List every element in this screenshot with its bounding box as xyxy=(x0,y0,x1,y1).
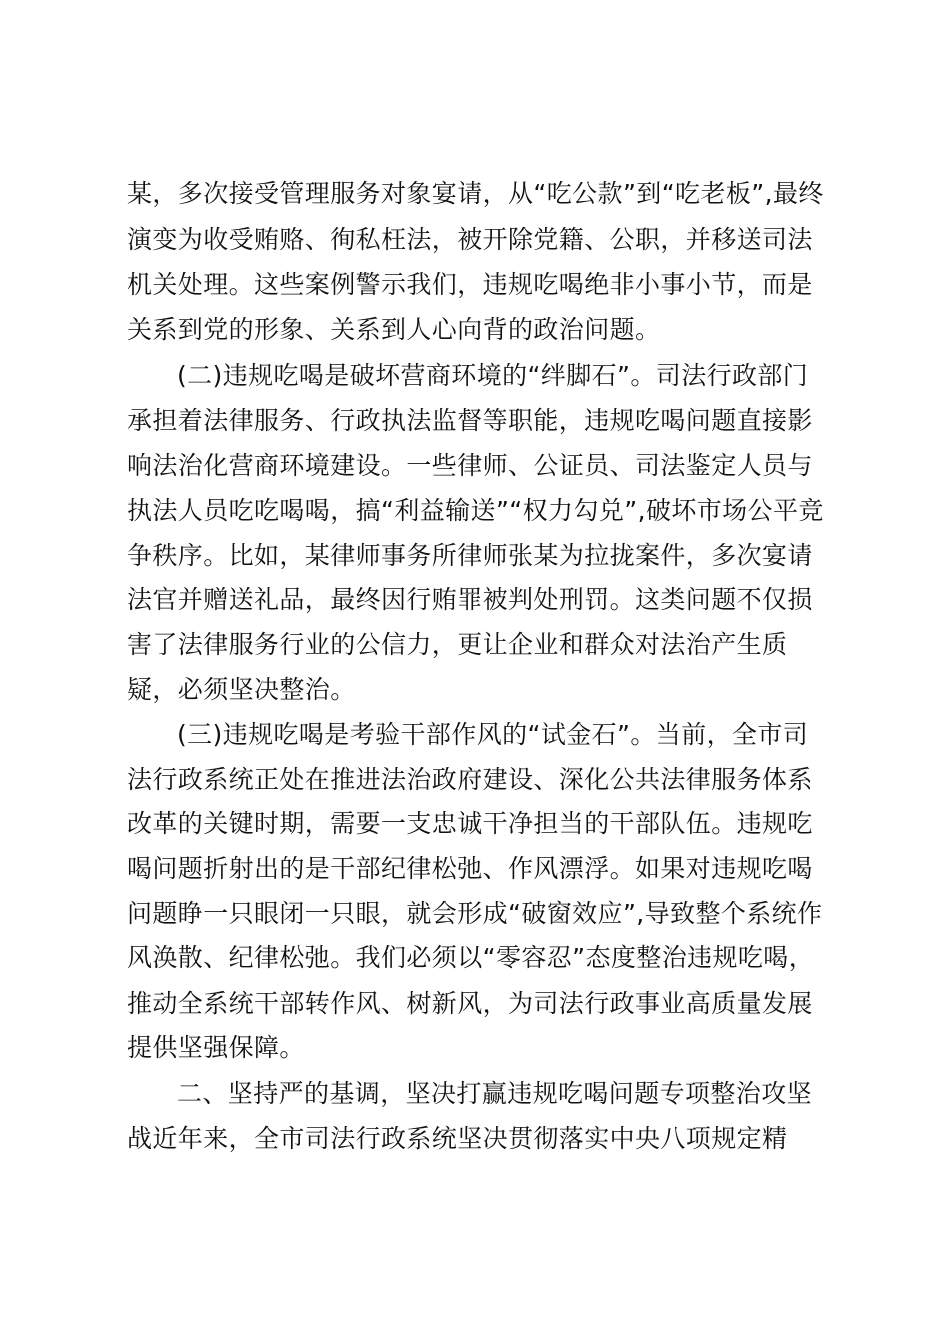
text-line: 争秩序。比如，某律师事务所律师张某为拉拢案件，多次宴请 xyxy=(127,541,813,570)
text-line: 风涣散、纪律松弛。我们必须以“零容忍”态度整治违规吃喝， xyxy=(127,943,815,972)
text-line: 机关处理。这些案例警示我们，违规吃喝绝非小事小节，而是 xyxy=(127,270,813,299)
paragraph-heading-2: (二)违规吃喝是破坏营商环境的“绊脚石”。司法行政部门 xyxy=(177,361,809,390)
text-line: 承担着法律服务、行政执法监督等职能，违规吃喝问题直接影 xyxy=(127,406,813,435)
text-line: 改革的关键时期，需要一支忠诚干净担当的干部队伍。违规吃 xyxy=(127,809,813,838)
text-line: 关系到党的形象、关系到人心向背的政治问题。 xyxy=(127,315,661,344)
text-line: 法行政系统正处在推进法治政府建设、深化公共法律服务体系 xyxy=(127,765,813,794)
text-line: 执法人员吃吃喝喝，搞“利益输送”“权力勾兑”,破坏市场公平竞 xyxy=(127,496,824,525)
paragraph-heading-3: (三)违规吃喝是考验干部作风的“试金石”。当前，全市司 xyxy=(177,720,809,749)
section-heading: 二、坚持严的基调，坚决打赢违规吃喝问题专项整治攻坚 xyxy=(177,1079,813,1108)
text-line: 法官并赠送礼品，最终因行贿罪被判处刑罚。这类问题不仅损 xyxy=(127,585,813,614)
text-line: 响法治化营商环境建设。一些律师、公证员、司法鉴定人员与 xyxy=(127,451,813,480)
text-line: 问题睁一只眼闭一只眼，就会形成“破窗效应”,导致整个系统作 xyxy=(127,899,823,928)
text-line: 某，多次接受管理服务对象宴请，从“吃公款”到“吃老板”,最终 xyxy=(127,179,824,208)
text-line: 疑，必须坚决整治。 xyxy=(127,675,356,704)
text-line: 提供坚强保障。 xyxy=(127,1033,305,1062)
text-line: 战近年来，全市司法行政系统坚决贯彻落实中央八项规定精 xyxy=(127,1124,788,1153)
text-line: 演变为收受贿赂、徇私枉法，被开除党籍、公职，并移送司法 xyxy=(127,225,813,254)
text-line: 喝问题折射出的是干部纪律松弛、作风漂浮。如果对违规吃喝 xyxy=(127,854,813,883)
text-line: 害了法律服务行业的公信力，更让企业和群众对法治产生质 xyxy=(127,630,788,659)
text-line: 推动全系统干部转作风、树新风，为司法行政事业高质量发展 xyxy=(127,989,813,1018)
